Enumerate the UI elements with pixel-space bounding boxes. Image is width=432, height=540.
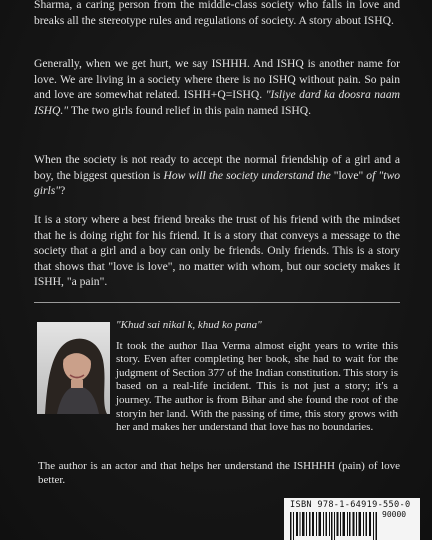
section-divider <box>34 302 400 303</box>
blurb-two-girls: "two girls" <box>34 168 400 198</box>
blurb-question: How will the society understand the <box>163 168 331 182</box>
blurb-text-2a: Generally, when we get hurt, we say ISHHH. And ISHQ is another name for love. We are living in a society where there is no ISHQ without pain. So pain and love are somewhat related. ISHH+Q=ISHQ. <box>34 57 400 102</box>
blurb-text-4: It is a story where a best friend breaks the trust of his friend with the mindset that he is doing right for his friend. It is a story that conveys a message to the society that a girl and a boy can only be friends. Only friends. This is a story that shows that "love is love", no matter with whom, but our society makes it ISHH, "a pain". <box>34 213 400 289</box>
isbn-number: ISBN 978-1-64919-550-0 <box>290 500 411 510</box>
isbn-barcode <box>284 498 420 540</box>
author-bio-closing: The author is an actor and that helps her understand the ISHHHH (pain) of love better. <box>38 460 400 486</box>
blurb-paragraph-1 <box>34 0 400 28</box>
blurb-text-2b: The two girls found relief in this pain named ISHQ. <box>68 103 312 117</box>
blurb-paragraph-3 <box>34 152 400 199</box>
author-photo <box>37 322 110 414</box>
price-code: 90000 <box>382 510 407 519</box>
blurb-quote-hindi: "Isliye dard ka doosra naam ISHQ." <box>34 88 400 117</box>
author-bio <box>116 319 398 435</box>
barcode-icon <box>290 512 380 540</box>
blurb-text-3a: When the society is not ready to accept the normal friendship of a girl and a boy, the biggest question is <box>34 153 400 182</box>
blurb-question-mark: ? <box>60 184 66 198</box>
blurb-paragraph-2 <box>34 56 400 118</box>
blurb-paragraph-4 <box>34 212 400 290</box>
author-quote: "Khud sai nikal k, khud ko pana" <box>116 319 262 331</box>
blurb-love-quote: "love" <box>330 168 367 182</box>
blurb-text-1: Sharma, a caring person from the middle-class society who falls in love and breaks all the stereotype rules and regulations of society. A story about ISHQ. <box>34 0 400 27</box>
blurb-of: of <box>366 168 379 182</box>
author-bio-text: It took the author Ilaa Verma almost eight years to write this story. Even after completing her book, she had to wait for the judgment of Section 377 of the Indian constitution. This story is based on a real-life incident. This is not just a story; it's a journey. The author is from Bihar and she found the root of the storyin her land. With the passing of time, this story grows with her and makes her understand that love has no boundaries. <box>116 339 398 434</box>
